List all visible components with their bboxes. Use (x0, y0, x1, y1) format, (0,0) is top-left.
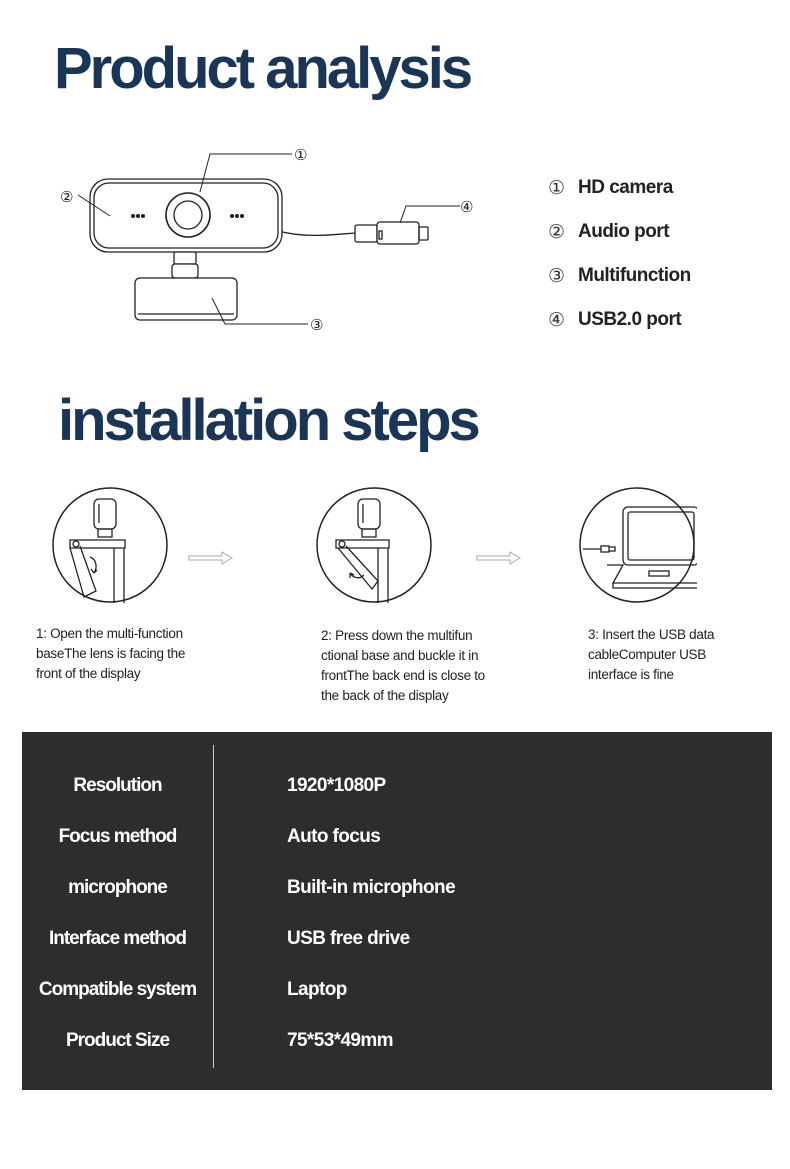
spec-value: 75*53*49mm (287, 1030, 393, 1051)
spec-label: microphone (68, 877, 167, 898)
spec-value: Built-in microphone (287, 877, 456, 898)
webcam-diagram (50, 136, 490, 346)
step-1-text: 1: Open the multi-function baseThe lens is facing the front of the display (36, 626, 186, 681)
legend-number: ① (548, 177, 566, 199)
spec-row (22, 760, 772, 811)
spec-value: USB free drive (287, 928, 410, 949)
spec-label: Product Size (65, 1030, 170, 1051)
parts-legend (548, 166, 778, 342)
arrow-right-icon (188, 551, 234, 565)
marker-2: ② (60, 188, 74, 206)
step-2-illustration (314, 485, 434, 605)
legend-label: USB2.0 port (578, 309, 682, 330)
legend-item (548, 254, 778, 298)
spec-row (22, 811, 772, 862)
spec-label: Resolution (73, 775, 162, 796)
legend-item (548, 166, 778, 210)
legend-item (548, 210, 778, 254)
product-analysis-heading: Product analysis (54, 36, 471, 101)
legend-label: HD camera (578, 177, 673, 198)
spec-table (22, 732, 772, 1090)
spec-label: Focus method (58, 826, 177, 847)
spec-value: 1920*1080P (287, 775, 386, 796)
legend-number: ④ (548, 309, 566, 331)
step-3-text: 3: Insert the USB data cableComputer USB interface is fine (588, 627, 715, 682)
marker-1: ① (294, 146, 308, 164)
step-1-illustration (50, 485, 170, 605)
spec-row (22, 964, 772, 1015)
spec-row (22, 862, 772, 913)
spec-label: Interface method (48, 928, 187, 949)
spec-label: Compatible system (38, 979, 197, 1000)
step-2-text: 2: Press down the multifun ctional base and buckle it in frontThe back end is close to the back of the display (321, 628, 485, 703)
marker-3: ③ (310, 316, 324, 334)
legend-label: Multifunction (578, 265, 691, 286)
spec-value: Laptop (287, 979, 347, 1000)
marker-4: ④ (460, 198, 474, 216)
arrow-right-icon (476, 551, 522, 565)
step-3-illustration (577, 485, 697, 605)
legend-item (548, 298, 778, 342)
spec-row (22, 913, 772, 964)
legend-number: ② (548, 221, 566, 243)
spec-row (22, 1015, 772, 1066)
spec-value: Auto focus (287, 826, 381, 847)
legend-number: ③ (548, 265, 566, 287)
installation-steps-heading: installation steps (58, 388, 478, 453)
legend-label: Audio port (578, 221, 670, 242)
